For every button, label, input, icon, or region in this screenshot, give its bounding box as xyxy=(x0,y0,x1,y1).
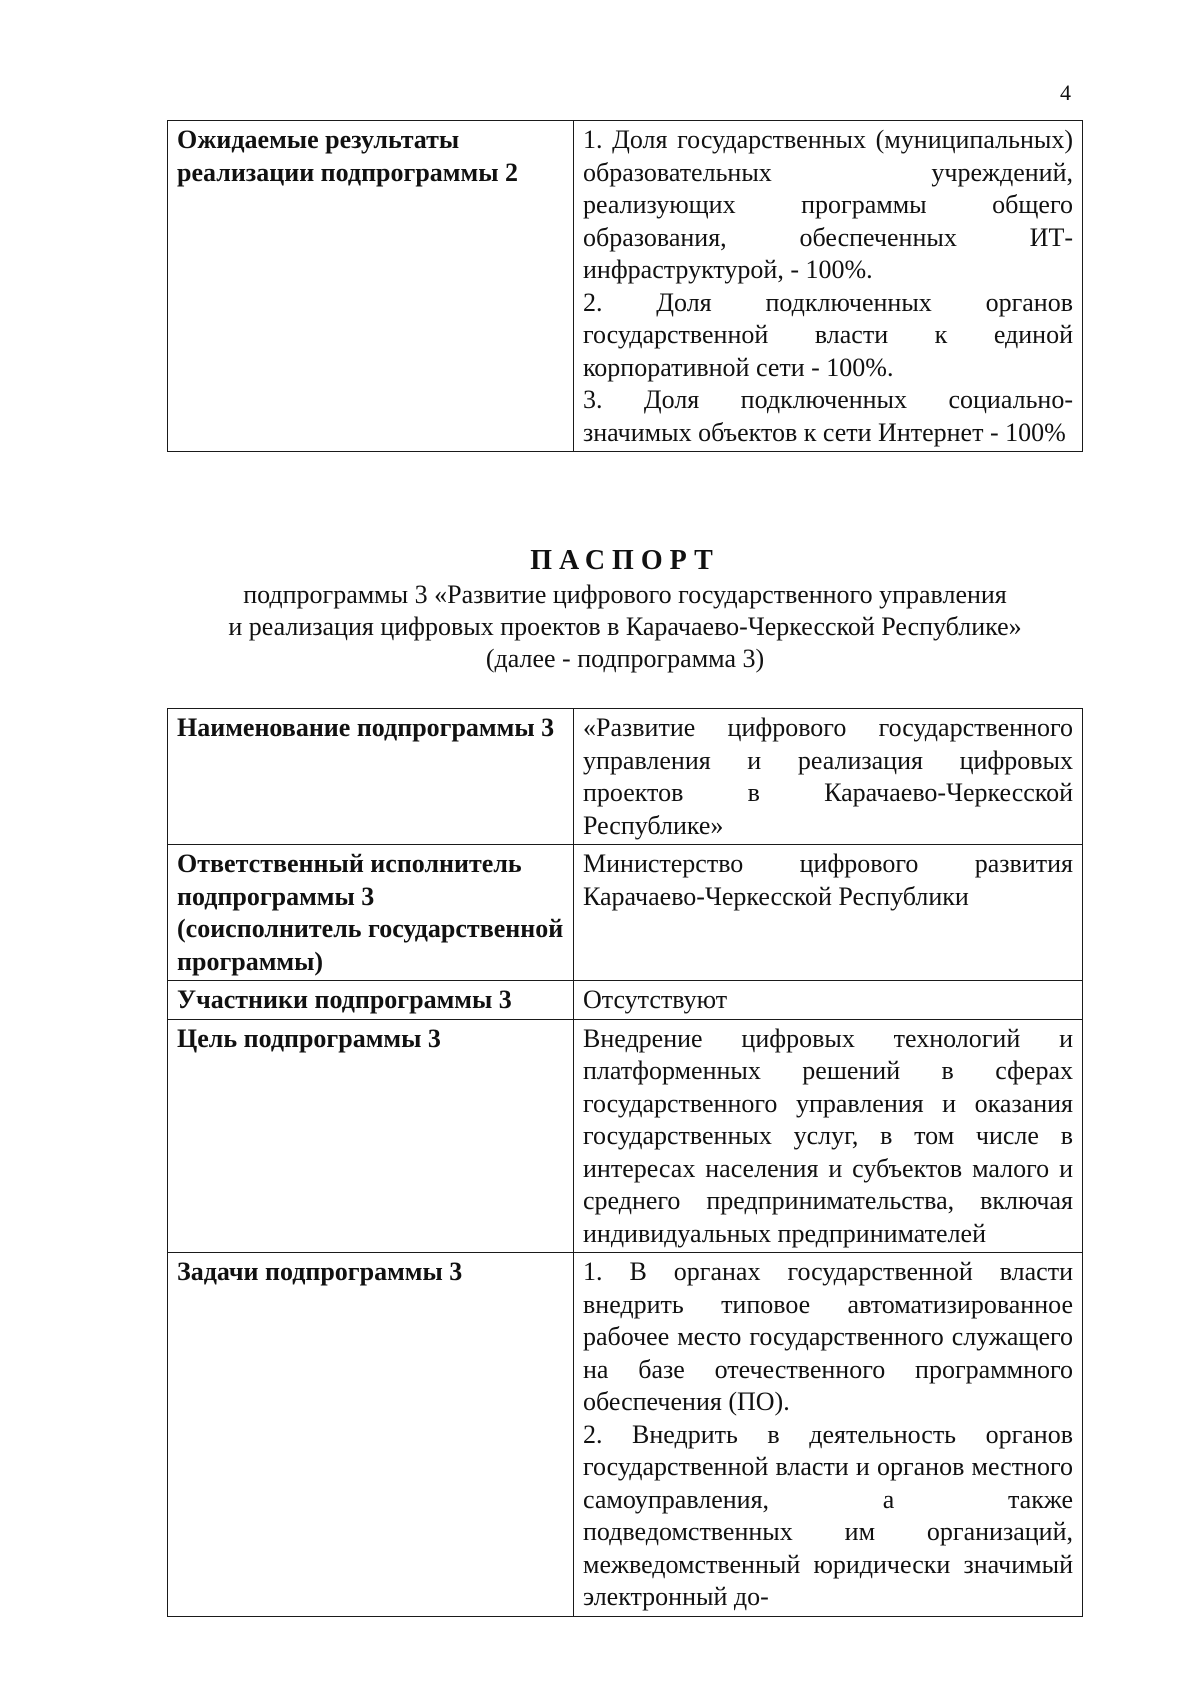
task-item-2: 2. Внедрить в деятельность органов государственной власти и органов местного самоуправления, а также подведомственных им организаций, межведомственный юридически значимый электронный до- xyxy=(583,1419,1073,1611)
row-label: Ожидаемые результаты реализации подпрограммы 2 xyxy=(168,121,574,452)
page-number: 4 xyxy=(1060,80,1071,105)
row-value xyxy=(574,845,1083,981)
subprogram-name: «Развитие цифрового государственного управления и реализация цифровых проектов в Карачаево-Черкесской Республике» xyxy=(583,713,1073,840)
subprogram-goal: Внедрение цифровых технологий и платформенных решений в сферах государственного управления и оказания государственных услуг, в том числе в интересах населения и субъектов малого и среднего предпринимательства, включая индивидуальных предпринимателей xyxy=(583,1023,1073,1248)
passport-subtitle-line-1: подпрограммы 3 «Развитие цифрового государственного управления xyxy=(243,580,1007,609)
passport-title-block xyxy=(167,543,1083,675)
row-label: Участники подпрограммы 3 xyxy=(168,981,574,1020)
row-value xyxy=(574,981,1083,1020)
participants: Отсутствуют xyxy=(583,985,728,1014)
passport-subtitle-line-3: (далее - подпрограмма 3) xyxy=(485,644,765,673)
table-row xyxy=(168,981,1083,1020)
row-value xyxy=(574,1253,1083,1617)
result-item-3: 3. Доля подключенных социально-значимых объектов к сети Интернет - 100% xyxy=(583,385,1073,447)
responsible-executor: Министерство цифрового развития Карачаево-Черкесской Республики xyxy=(583,849,1073,911)
table-row xyxy=(168,1019,1083,1253)
table-row xyxy=(168,1253,1083,1617)
table-row xyxy=(168,845,1083,981)
passport-subtitle-line-2: и реализация цифровых проектов в Карачаево-Черкесской Республике» xyxy=(228,612,1022,641)
passport-heading: ПАСПОРТ xyxy=(530,545,720,576)
result-item-1: 1. Доля государственных (муниципальных) образовательных учреждений, реализующих программы общего образования, обеспеченных ИТ-инфраструктурой, - 100%. xyxy=(583,125,1073,284)
result-item-2: 2. Доля подключенных органов государственной власти к единой корпоративной сети - 100%. xyxy=(583,287,1073,382)
row-label: Ответственный исполнитель подпрограммы 3 (соисполнитель государственной программы) xyxy=(168,845,574,981)
row-value xyxy=(574,709,1083,845)
row-label: Цель подпрограммы 3 xyxy=(168,1019,574,1253)
table-row xyxy=(168,121,1083,452)
passport-table xyxy=(167,708,1083,1617)
row-label: Наименование подпрограммы 3 xyxy=(168,709,574,845)
table-row xyxy=(168,709,1083,845)
row-value xyxy=(574,1019,1083,1253)
expected-results-table xyxy=(167,120,1083,452)
row-value xyxy=(574,121,1083,452)
task-item-1: 1. В органах государственной власти внедрить типовое автоматизированное рабочее место государственного служащего на базе отечественного программного обеспечения (ПО). xyxy=(583,1257,1073,1416)
row-label: Задачи подпрограммы 3 xyxy=(168,1253,574,1617)
